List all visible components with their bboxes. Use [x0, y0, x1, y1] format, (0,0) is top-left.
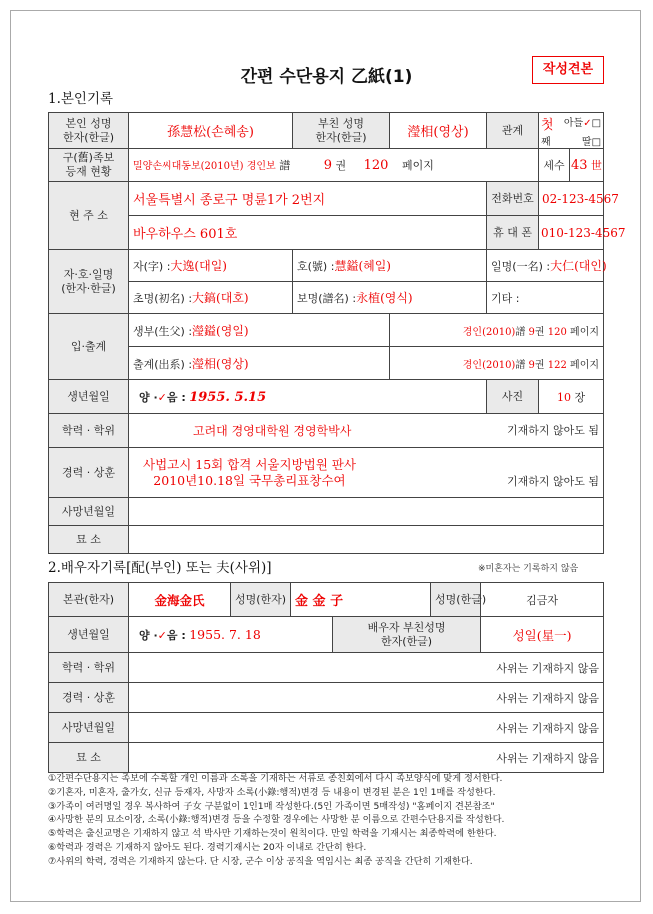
footnotes	[48, 772, 608, 869]
phone-label: 전화번호	[487, 182, 539, 216]
spouse-name-hangul-label: 성명(한글)	[431, 583, 481, 617]
saengbu-page: 120	[547, 326, 567, 338]
grave-label: 묘 소	[49, 526, 129, 554]
spouse-name-hangul-value[interactable]: 김금자	[481, 583, 604, 617]
hoo-cell[interactable]	[293, 250, 487, 282]
chulgye-vol-unit: 권	[534, 359, 545, 371]
chomyeong-label: 초명(初名) :	[133, 292, 193, 305]
career-line1: 사법고시 15회 합격 서울지방법원 판사	[143, 456, 356, 472]
self-name-label: 본인 성명 한자(한글)	[49, 113, 129, 149]
edu-label: 학력 · 학위	[49, 414, 129, 448]
jokbo-value: 밀양손씨대동보(2010년) 경인보	[133, 161, 276, 172]
chulgye-cell[interactable]	[129, 347, 390, 380]
edu-note: 기재하지 않아도 됨	[507, 424, 600, 437]
hoo-value: 慧鎰(혜일)	[334, 259, 391, 273]
spouse-edu-label: 학력 · 학위	[49, 653, 129, 683]
ilmyeong-cell[interactable]	[487, 250, 607, 282]
father-name-value[interactable]: 瀅相(영상)	[390, 113, 487, 149]
spouse-death-label: 사망년월일	[49, 713, 129, 743]
career-note: 기재하지 않아도 됨	[507, 474, 600, 488]
spouse-edu-note: 사위는 기재하지 않음	[496, 661, 600, 675]
saengbu-page-unit: 페이지	[570, 326, 600, 338]
spouse-birth-cal-check[interactable]: ✓	[157, 628, 167, 642]
spouse-birth-value: 1955. 7. 18	[189, 626, 261, 642]
footnote: ④사망한 분의 묘소이장, 소록(小錄:행적)변경 등을 수정할 경우에는 사망한 분 이름으로 간편수단용지를 작성한다.	[48, 814, 505, 826]
relation-order-suffix: 째	[541, 136, 551, 148]
section2-note: ※미혼자는 기록하지 않음	[478, 564, 579, 574]
birth-cell[interactable]	[129, 380, 487, 414]
birth-cal-eum: 음 :	[166, 390, 186, 404]
relation-cell[interactable]	[539, 113, 604, 149]
spouse-death-note: 사위는 기재하지 않음	[496, 721, 600, 735]
saengbu-vol: 9	[528, 326, 535, 338]
spouse-grave-note: 사위는 기재하지 않음	[496, 751, 600, 765]
spouse-name-hanja-value[interactable]: 金 金 子	[291, 583, 431, 617]
spouse-grave-cell[interactable]	[129, 743, 604, 773]
volume-value: 9	[323, 158, 332, 173]
volume-unit: 권	[335, 159, 347, 172]
spouse-birth-cal-yang: 양 ·	[139, 628, 158, 642]
edu-value: 고려대 경영대학원 경영학박사	[193, 424, 352, 438]
footnote: ①간편수단용지는 족보에 수록할 개인 이름과 소록을 기재하는 서류로 종친회에서 다시 족보양식에 맞게 정서한다.	[48, 773, 503, 784]
grave-cell[interactable]	[129, 526, 604, 554]
etc-cell[interactable]	[487, 282, 604, 314]
chulgye-ref: 경인(2010)	[462, 359, 516, 371]
chulgye-value: 瀅相(영상)	[192, 356, 249, 371]
bomyeong-cell[interactable]	[293, 282, 487, 314]
generation-cell[interactable]	[539, 149, 604, 182]
spouse-career-note: 사위는 기재하지 않음	[496, 691, 600, 705]
section2-title: 2.배우자기록[配(부인) 또는 夫(사위)]	[48, 560, 272, 576]
bomyeong-value: 永植(영식)	[356, 291, 413, 305]
chomyeong-value: 大鎬(대호)	[192, 291, 249, 305]
sample-stamp: 작성견본	[532, 56, 604, 84]
saengbu-value: 瀅鎰(영일)	[192, 323, 249, 338]
page-value: 120	[363, 158, 389, 173]
form-title: 간편 수단용지 乙紙(1)	[240, 67, 413, 87]
spouse-father-label: 배우자 부친성명 한자(한글)	[333, 617, 481, 653]
spouse-birth-label: 생년월일	[49, 617, 129, 653]
photo-count: 10	[556, 390, 571, 404]
chulgye-page-unit: 페이지	[570, 359, 600, 371]
generation-value: 43	[571, 157, 588, 173]
son-box[interactable]: □	[591, 117, 602, 129]
career-label: 경력 · 상훈	[49, 448, 129, 498]
ja-cell[interactable]	[129, 250, 293, 282]
footnote: ⑥학력과 경력은 기재하지 않아도 된다. 경력기재시는 20자 이내로 간단히 한다.	[48, 841, 367, 853]
mobile-label: 휴 대 폰	[487, 216, 539, 250]
spouse-birth-cell[interactable]	[129, 617, 333, 653]
daughter-box[interactable]: □	[591, 136, 602, 148]
spouse-bongwan-label: 본관(한자)	[49, 583, 129, 617]
saengbu-cell[interactable]	[129, 314, 390, 347]
jokbo-label: 구(舊)족보 등재 현황	[49, 149, 129, 182]
birth-label: 생년월일	[49, 380, 129, 414]
spouse-bongwan-value[interactable]: 金海金氏	[129, 583, 231, 617]
saengbu-label: 생부(生父) :	[133, 324, 193, 338]
birth-value: 1955. 5.15	[189, 389, 267, 405]
chulgye-vol: 9	[528, 359, 535, 371]
mobile-value[interactable]: 010-123-4567	[539, 216, 604, 250]
spouse-career-cell[interactable]	[129, 683, 604, 713]
chulgye-ref-cell[interactable]	[390, 347, 604, 380]
footnote: ⑤학력은 출신교명은 기재하지 않고 석 박사만 기재하는것이 원칙이다. 만일 학력을 기재시는 최종학력에 한한다.	[48, 828, 497, 840]
spouse-death-cell[interactable]	[129, 713, 604, 743]
chulgye-page: 122	[547, 359, 567, 371]
spouse-grave-label: 묘 소	[49, 743, 129, 773]
spouse-edu-cell[interactable]	[129, 653, 604, 683]
footnote: ②기혼자, 미혼자, 출가女, 신규 등재자, 사망자 소록(小錄:행적)변경 등 내용이 변경된 분은 1인 1매를 작성한다.	[48, 786, 496, 798]
saengbu-ref-cell[interactable]	[390, 314, 604, 347]
hoo-label: 호(號) :	[297, 260, 335, 273]
spouse-career-label: 경력 · 상훈	[49, 683, 129, 713]
footnote: ③가족이 여러명일 경우 복사하여 子女 구분없이 1인1매 작성한다.(5인 가족이면 5매작성) "홈페이지 견본참조"	[48, 800, 495, 812]
son-label: 아들	[563, 117, 584, 129]
birth-cal-yang: 양 ·	[139, 390, 158, 404]
address-label: 현 주 소	[49, 182, 129, 250]
birth-cal-check[interactable]: ✓	[157, 390, 167, 404]
spouse-record-table	[48, 582, 604, 773]
page-unit: 페이지	[401, 159, 434, 172]
ja-label: 자(字) :	[133, 260, 171, 273]
address-line2[interactable]: 바우하우스 601호	[129, 216, 487, 250]
spouse-father-value[interactable]: 성일(星一)	[481, 617, 604, 653]
chomyeong-cell[interactable]	[129, 282, 293, 314]
death-cell[interactable]	[129, 498, 604, 526]
chulgye-label: 출계(出系) :	[133, 357, 193, 371]
father-name-label: 부친 성명 한자(한글)	[293, 113, 390, 149]
generation-unit: 世	[591, 159, 603, 172]
self-record-table	[48, 112, 626, 554]
phone-value[interactable]: 02-123-4567	[539, 182, 604, 216]
daughter-label: 딸	[581, 136, 592, 148]
address-line1[interactable]: 서울특별시 종로구 명륜1가 2번지	[129, 182, 487, 216]
ilmyeong-label: 일명(一名) :	[491, 260, 551, 273]
chulgye-ref-char: 譜	[515, 359, 526, 371]
jokbo-char: 譜	[279, 159, 291, 172]
footnote: ⑦사위의 학력, 경력은 기재하지 않는다. 단 시장, 군수 이상 공직을 역임시는 최종 공직을 간단히 기재한다.	[48, 855, 473, 867]
bomyeong-label: 보명(譜名) :	[297, 292, 357, 305]
relation-label: 관계	[487, 113, 539, 149]
saengbu-ref-char: 譜	[515, 326, 526, 338]
death-label: 사망년월일	[49, 498, 129, 526]
generation-label: 세수	[539, 149, 570, 181]
jokbo-cell[interactable]	[129, 149, 539, 182]
relation-order: 첫	[541, 117, 554, 133]
ja-value: 大逸(대일)	[170, 259, 227, 273]
spouse-name-hanja-label: 성명(한자)	[231, 583, 291, 617]
career-line2: 2010년10.18일 국무총리표창수여	[153, 472, 346, 488]
career-cell[interactable]	[129, 448, 604, 498]
ho-label: 자·호·일명 (한자·한글)	[49, 250, 129, 314]
etc-label: 기타 :	[491, 291, 520, 305]
saengbu-vol-unit: 권	[534, 326, 545, 338]
photo-label: 사진	[487, 380, 539, 414]
self-name-value[interactable]: 孫慧松(손혜송)	[129, 113, 293, 149]
photo-unit: 장	[574, 390, 586, 404]
saengbu-ref: 경인(2010)	[462, 326, 516, 338]
ilmyeong-value: 大仁(대인)	[550, 259, 607, 273]
son-check[interactable]: ✓	[583, 117, 592, 129]
spouse-birth-cal-eum: 음 :	[166, 628, 186, 642]
photo-cell[interactable]	[539, 380, 604, 414]
edu-cell[interactable]	[129, 414, 604, 448]
section1-title: 1.본인기록	[48, 91, 114, 107]
adopt-label: 입·출계	[49, 314, 129, 380]
